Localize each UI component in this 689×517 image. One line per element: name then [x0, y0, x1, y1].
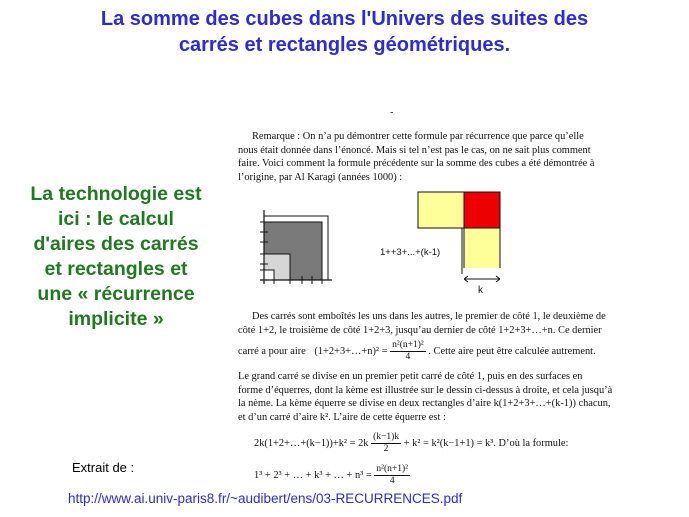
equation-2	[254, 464, 410, 487]
eq1-left: 2k(1+2+…+(k−1))+k² = 2k	[254, 437, 369, 449]
eq1-right: + k² = k²(k−1+1) = k³. D’où la formule:	[403, 437, 569, 449]
eq1-fraction	[371, 432, 401, 455]
area-expression: (1+2+3+…+n)² =	[314, 345, 388, 357]
source-link[interactable]: http://www.ai.univ-paris8.fr/~audibert/ens/03-RECURRENCES.pdf	[68, 491, 463, 506]
square-area-line	[238, 340, 596, 363]
title-line-2: carrés et rectangles géométriques.	[178, 34, 511, 56]
height-arrow	[460, 228, 464, 278]
note-line: ici : le calcul	[58, 208, 174, 230]
area-text: carré a pour aire	[238, 345, 306, 357]
eq1-denominator: 2	[383, 444, 389, 454]
eq2-numerator: n²(n+1)²	[376, 464, 409, 474]
title-line-1: La somme des cubes dans l'Univers des suites des	[100, 8, 589, 30]
yellow-rect-side	[464, 228, 500, 268]
width-arrow	[464, 274, 500, 284]
note-line: une « récurrence	[37, 283, 195, 305]
area-numerator: n²(n+1)²	[392, 340, 424, 350]
area-denominator: 4	[405, 352, 411, 362]
eq2-left: 1³ + 2³ + … + k³ + … + n³ =	[254, 469, 372, 481]
para2-line: et d’un carré d’aire k². L’aire de cette équerre est :	[238, 411, 446, 423]
yellow-rect-top	[418, 192, 464, 228]
remarque-line: faire. Voici comment la formule précédente sur la somme des cubes a été démontrée à	[238, 158, 595, 170]
technology-note	[6, 182, 226, 332]
note-line: La technologie est	[30, 183, 202, 205]
note-line: et rectangles et	[44, 258, 188, 280]
para1	[238, 310, 658, 337]
area-post-text: . Cette aire peut être calculée autrement.	[428, 345, 596, 357]
para1-line: Des carrés sont emboîtés les uns dans les autres, le premier de côté 1, le deuxième de	[252, 311, 606, 322]
para1-line: côté 1+2, le troisième de côté 1+2+3, jusqu’au dernier de côté 1+2+3+…+n. Ce dernier	[238, 324, 602, 336]
gnomon-k-label: k	[478, 285, 483, 296]
slide-title	[0, 6, 689, 58]
nested-squares-figure	[254, 206, 334, 288]
eq2-fraction	[374, 464, 410, 487]
eq1-numerator: (k−1)k	[373, 432, 400, 442]
para2	[238, 370, 658, 424]
source-caption: Extrait de :	[72, 460, 135, 475]
equation-1	[254, 432, 568, 455]
note-line: d'aires des carrés	[33, 233, 199, 255]
unit-square	[264, 270, 274, 280]
para2-line: forme d’équerres, dont la kème est illustrée sur le dessin ci-dessus à droite, et cela jusqu’à	[238, 384, 613, 396]
gnomon-side-label: 1++3+...+(k-1)	[380, 247, 441, 258]
remarque-line: Remarque : On n’a pu démontrer cette formule par récurrence que parce qu’elle	[252, 131, 584, 142]
remarque-line: l’origine, par Al Karagi (années 1000) :	[238, 171, 403, 183]
remarque-paragraph	[238, 130, 658, 184]
scan-dash: -	[390, 107, 394, 118]
note-line: implicite »	[68, 308, 164, 330]
red-square	[464, 192, 500, 228]
para2-line: la nème. La kème équerre se divise en deux rectangles d’aire k(1+2+3+…+(k-1)) chacun,	[238, 398, 611, 410]
area-fraction	[390, 340, 426, 363]
para2-line: Le grand carré se divise en un premier petit carré de côté 1, puis en des surfaces en	[238, 371, 583, 382]
remarque-line: nous était donnée dans l’énoncé. Mais si tel n’est pas le cas, on ne sait plus comment	[238, 144, 591, 156]
scanned-excerpt	[232, 108, 682, 493]
eq2-denominator: 4	[389, 476, 395, 486]
